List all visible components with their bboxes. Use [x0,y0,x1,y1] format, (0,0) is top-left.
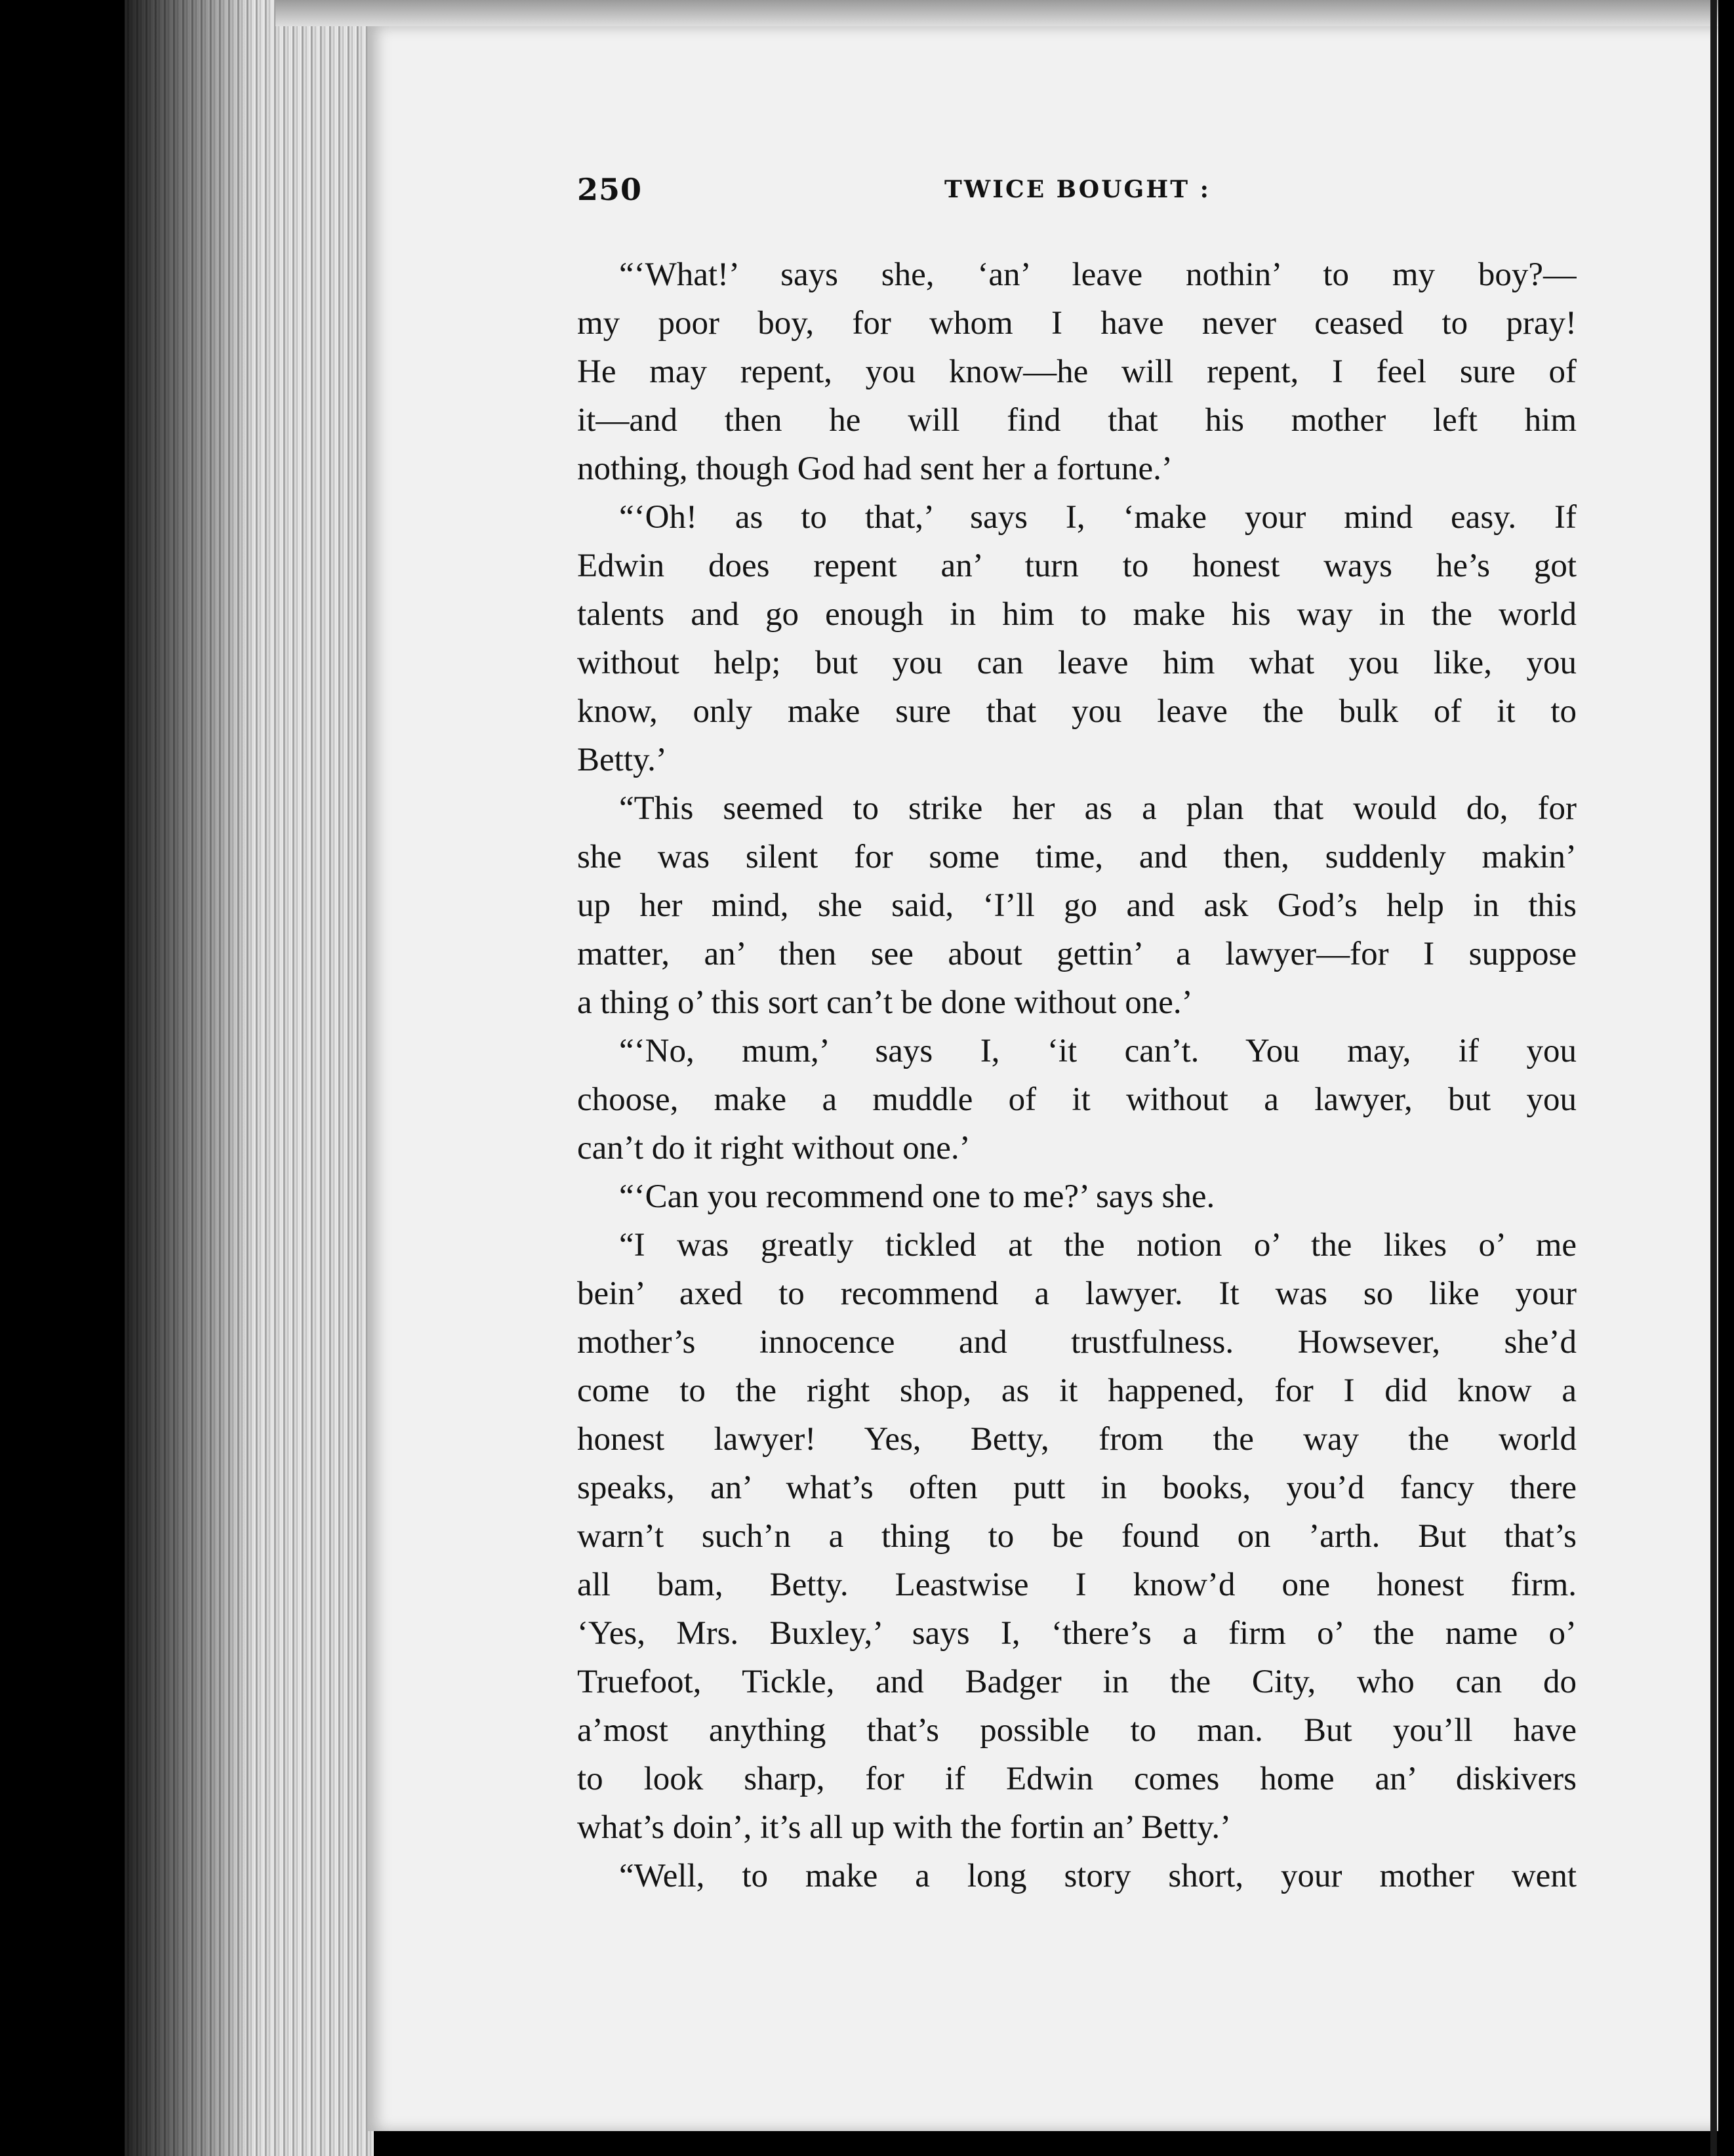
text-line: “‘Oh! as to that,’ says I, ‘make your mind easy. If [619,499,1577,536]
text-line: Truefoot, Tickle, and Badger in the City, who can do [577,1664,1577,1700]
text-line: matter, an’ then see about gettin’ a lawyer—for I suppose [577,936,1577,972]
text-line: a thing o’ this sort can’t be done without one.’ [577,984,1193,1021]
text-line: choose, make a muddle of it without a lawyer, but you [577,1081,1577,1118]
text-line: my poor boy, for whom I have never ceased to pray! [577,305,1577,342]
text-line: she was silent for some time, and then, suddenly makin’ [577,839,1577,875]
body-text [577,250,1577,1900]
text-line: all bam, Betty. Leastwise I know’d one honest firm. [577,1567,1577,1603]
scan-border [1710,0,1717,2156]
text-line: without help; but you can leave him what you like, you [577,645,1577,681]
text-line: talents and go enough in him to make his way in the world [577,596,1577,633]
text-line: ‘Yes, Mrs. Buxley,’ says I, ‘there’s a firm o’ the name o’ [577,1615,1577,1652]
text-line: a’most anything that’s possible to man. But you’ll have [577,1712,1577,1749]
text-line: “This seemed to strike her as a plan that would do, for [619,790,1577,827]
text-line: warn’t such’n a thing to be found on ’arth. But that’s [577,1518,1577,1555]
text-line: what’s doin’, it’s all up with the fortin an’ Betty.’ [577,1809,1232,1846]
text-line: “I was greatly tickled at the notion o’ the likes o’ me [619,1227,1577,1264]
text-line: come to the right shop, as it happened, for I did know a [577,1372,1577,1409]
text-line: honest lawyer! Yes, Betty, from the way the world [577,1421,1577,1458]
text-line: it—and then he will find that his mother left him [577,402,1577,439]
binding-shadow [125,0,256,2156]
running-head: TWICE BOUGHT : [944,176,1211,203]
text-line: He may repent, you know—he will repent, I feel sure of [577,353,1577,390]
page-number: 250 [577,172,643,207]
text-line: “‘What!’ says she, ‘an’ leave nothin’ to my boy?— [619,256,1577,293]
text-line: Betty.’ [577,742,667,778]
text-line: nothing, though God had sent her a fortune.’ [577,450,1173,487]
text-line: know, only make sure that you leave the bulk of it to [577,693,1577,730]
page-header [577,172,1574,218]
text-line: can’t do it right without one.’ [577,1130,971,1167]
text-line: mother’s innocence and trustfulness. Howsever, she’d [577,1324,1577,1361]
text-line: “Well, to make a long story short, your mother went [619,1858,1577,1894]
text-line: speaks, an’ what’s often putt in books, you’d fancy there [577,1469,1577,1506]
text-line: “‘Can you recommend one to me?’ says she. [619,1178,1215,1215]
text-line: “‘No, mum,’ says I, ‘it can’t. You may, if you [619,1033,1577,1069]
text-line: bein’ axed to recommend a lawyer. It was so like your [577,1275,1577,1312]
text-line: up her mind, she said, ‘I’ll go and ask God’s help in this [577,887,1577,924]
text-line: Edwin does repent an’ turn to honest ways he’s got [577,548,1577,584]
top-page-edge [275,0,1718,26]
text-line: to look sharp, for if Edwin comes home an’ diskivers [577,1761,1577,1797]
